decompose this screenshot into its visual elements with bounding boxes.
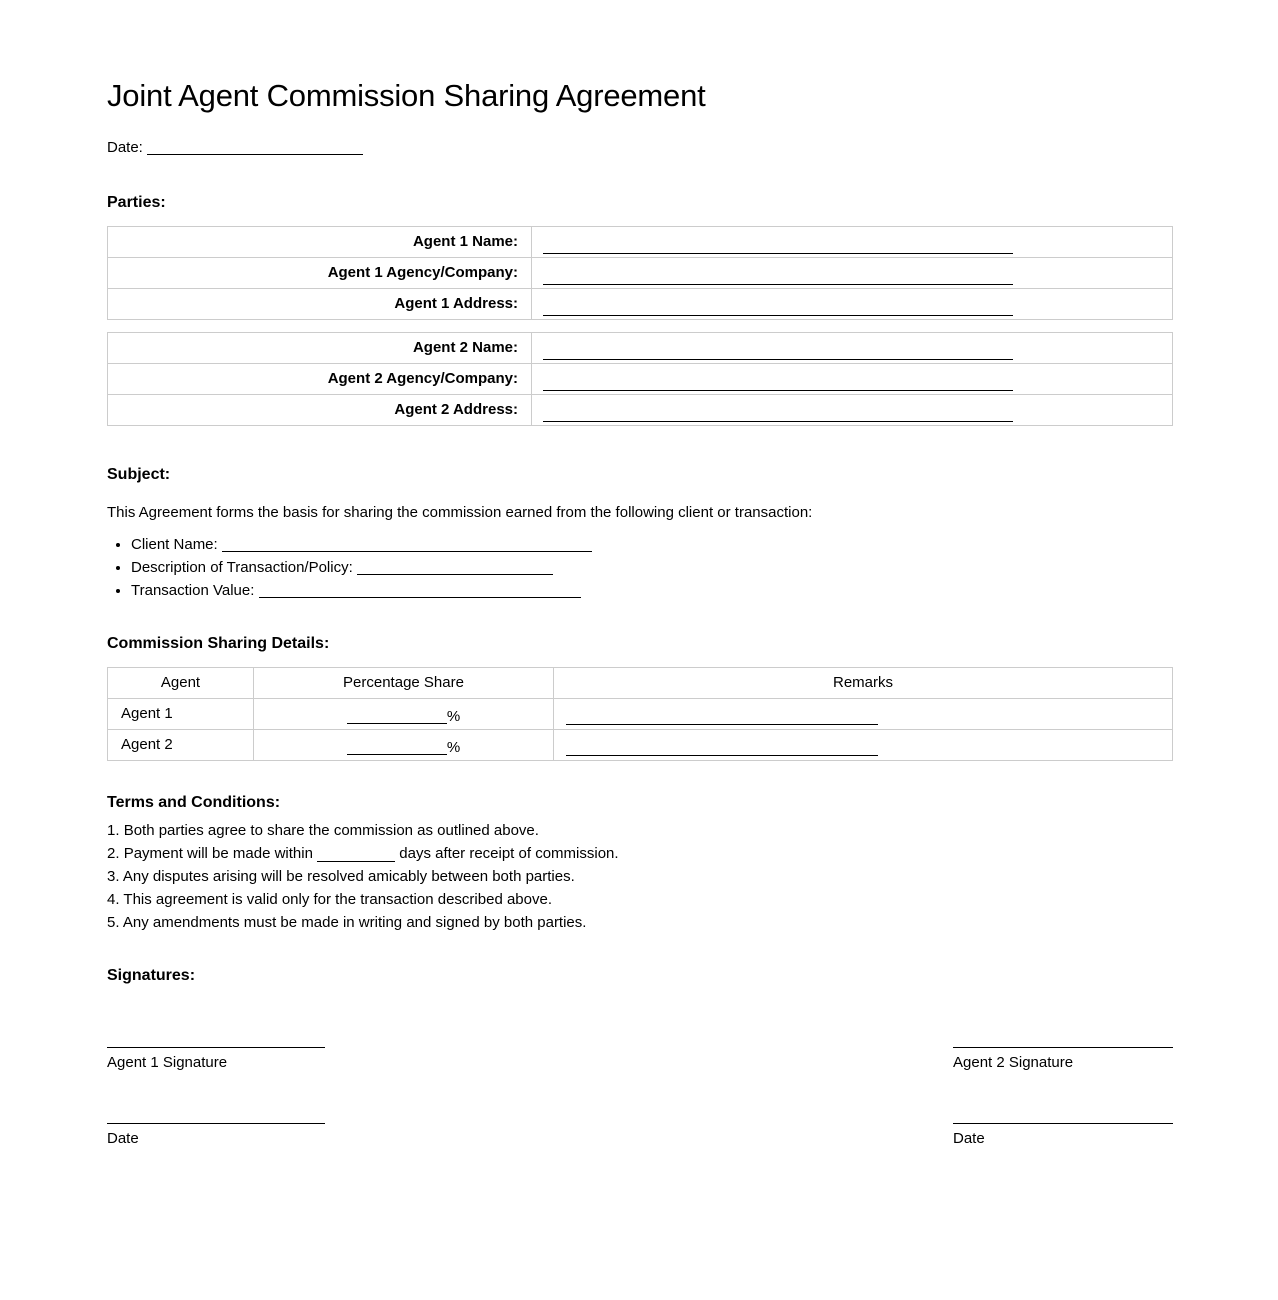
document-page	[107, 0, 1173, 1237]
agent2-details-table	[107, 332, 1173, 426]
terms-heading: Terms and Conditions:	[107, 793, 281, 811]
terms-item	[107, 891, 1173, 908]
blank-line	[543, 253, 1013, 254]
blank-line	[347, 723, 447, 724]
table-row	[108, 332, 1173, 363]
agent1-date-group	[107, 1123, 325, 1147]
percent-symbol: %	[446, 708, 461, 726]
blank-line	[566, 755, 878, 756]
subject-heading: Subject:	[107, 465, 171, 483]
terms-list	[107, 822, 1173, 931]
payment-days-field[interactable]	[317, 861, 395, 862]
document-date-line	[107, 139, 1173, 156]
blank-line	[347, 754, 447, 755]
table-row	[108, 363, 1173, 394]
table-row	[108, 257, 1173, 288]
agent1-agency-field[interactable]	[532, 257, 1173, 288]
column-header-remarks: Remarks	[554, 667, 1173, 698]
agent1-address-field[interactable]	[532, 288, 1173, 319]
subject-field-list	[107, 536, 1173, 599]
agent2-address-label: Agent 2 Address:	[108, 394, 532, 425]
table-row	[108, 698, 1173, 729]
client-name-field[interactable]	[222, 551, 592, 552]
blank-line	[543, 284, 1013, 285]
agent1-signature-line[interactable]	[107, 1047, 325, 1048]
terms-item-prefix: Payment will be made within	[123, 844, 313, 862]
terms-item	[107, 868, 1173, 885]
terms-item	[107, 845, 1173, 862]
transaction-description-field[interactable]	[357, 574, 553, 575]
terms-item-text: This agreement is valid only for the transaction described above.	[123, 890, 552, 908]
agent1-date-line[interactable]	[107, 1123, 325, 1124]
client-name-label: Client Name:	[131, 535, 218, 553]
list-item	[131, 582, 1173, 599]
table-row	[108, 288, 1173, 319]
terms-item	[107, 822, 1173, 839]
commission-row-remarks-cell[interactable]	[554, 698, 1173, 729]
table-row	[108, 729, 1173, 760]
page-title: Joint Agent Commission Sharing Agreement	[107, 78, 706, 113]
agent2-agency-label: Agent 2 Agency/Company:	[108, 363, 532, 394]
column-header-percentage-share: Percentage Share	[254, 667, 554, 698]
agent2-name-label: Agent 2 Name:	[108, 332, 532, 363]
list-item	[131, 559, 1173, 576]
agent2-date-line[interactable]	[953, 1123, 1173, 1124]
table-row	[108, 226, 1173, 257]
agent2-date-label: Date	[953, 1129, 985, 1147]
signature-column-agent1	[107, 1047, 325, 1199]
commission-sharing-table	[107, 667, 1173, 761]
agent2-date-group	[953, 1123, 1173, 1147]
date-blank-field[interactable]	[147, 154, 363, 155]
agent1-address-label: Agent 1 Address:	[108, 288, 532, 319]
blank-line	[543, 390, 1013, 391]
agent1-signature-label: Agent 1 Signature	[107, 1053, 228, 1071]
agent2-name-field[interactable]	[532, 332, 1173, 363]
blank-line	[566, 724, 878, 725]
terms-item-text: Any disputes arising will be resolved amicably between both parties.	[122, 867, 575, 885]
agent2-signature-group	[953, 1047, 1173, 1071]
subject-intro-text: This Agreement forms the basis for sharing the commission earned from the following client or transaction:	[107, 503, 813, 521]
table-row	[108, 394, 1173, 425]
agent1-agency-label: Agent 1 Agency/Company:	[108, 257, 532, 288]
commission-row-agent-name: Agent 1	[108, 698, 254, 729]
commission-heading: Commission Sharing Details:	[107, 634, 330, 652]
terms-item-suffix: days after receipt of commission.	[399, 844, 619, 862]
blank-line	[543, 421, 1013, 422]
agent2-agency-field[interactable]	[532, 363, 1173, 394]
blank-line	[543, 359, 1013, 360]
signature-block	[107, 1047, 1173, 1237]
agent1-details-table	[107, 226, 1173, 320]
terms-item-text: Any amendments must be made in writing and signed by both parties.	[122, 913, 587, 931]
signature-column-agent2	[953, 1047, 1173, 1199]
commission-row-percent-cell[interactable]	[254, 729, 554, 760]
date-label: Date:	[107, 138, 143, 156]
parties-heading: Parties:	[107, 193, 166, 211]
commission-row-agent-name: Agent 2	[108, 729, 254, 760]
transaction-description-label: Description of Transaction/Policy:	[131, 558, 353, 576]
agent1-date-label: Date	[107, 1129, 139, 1147]
agent2-signature-line[interactable]	[953, 1047, 1173, 1048]
agent1-name-label: Agent 1 Name:	[108, 226, 532, 257]
agent1-signature-group	[107, 1047, 325, 1071]
commission-row-percent-cell[interactable]	[254, 698, 554, 729]
percent-symbol: %	[446, 739, 461, 757]
transaction-value-field[interactable]	[259, 597, 581, 598]
table-header-row	[108, 667, 1173, 698]
commission-row-remarks-cell[interactable]	[554, 729, 1173, 760]
terms-item	[107, 914, 1173, 931]
terms-item-text: Both parties agree to share the commission as outlined above.	[123, 821, 539, 839]
agent1-name-field[interactable]	[532, 226, 1173, 257]
agent2-address-field[interactable]	[532, 394, 1173, 425]
agent2-signature-label: Agent 2 Signature	[953, 1053, 1074, 1071]
signatures-heading: Signatures:	[107, 966, 196, 984]
list-item	[131, 536, 1173, 553]
blank-line	[543, 315, 1013, 316]
column-header-agent: Agent	[108, 667, 254, 698]
transaction-value-label: Transaction Value:	[131, 581, 255, 599]
